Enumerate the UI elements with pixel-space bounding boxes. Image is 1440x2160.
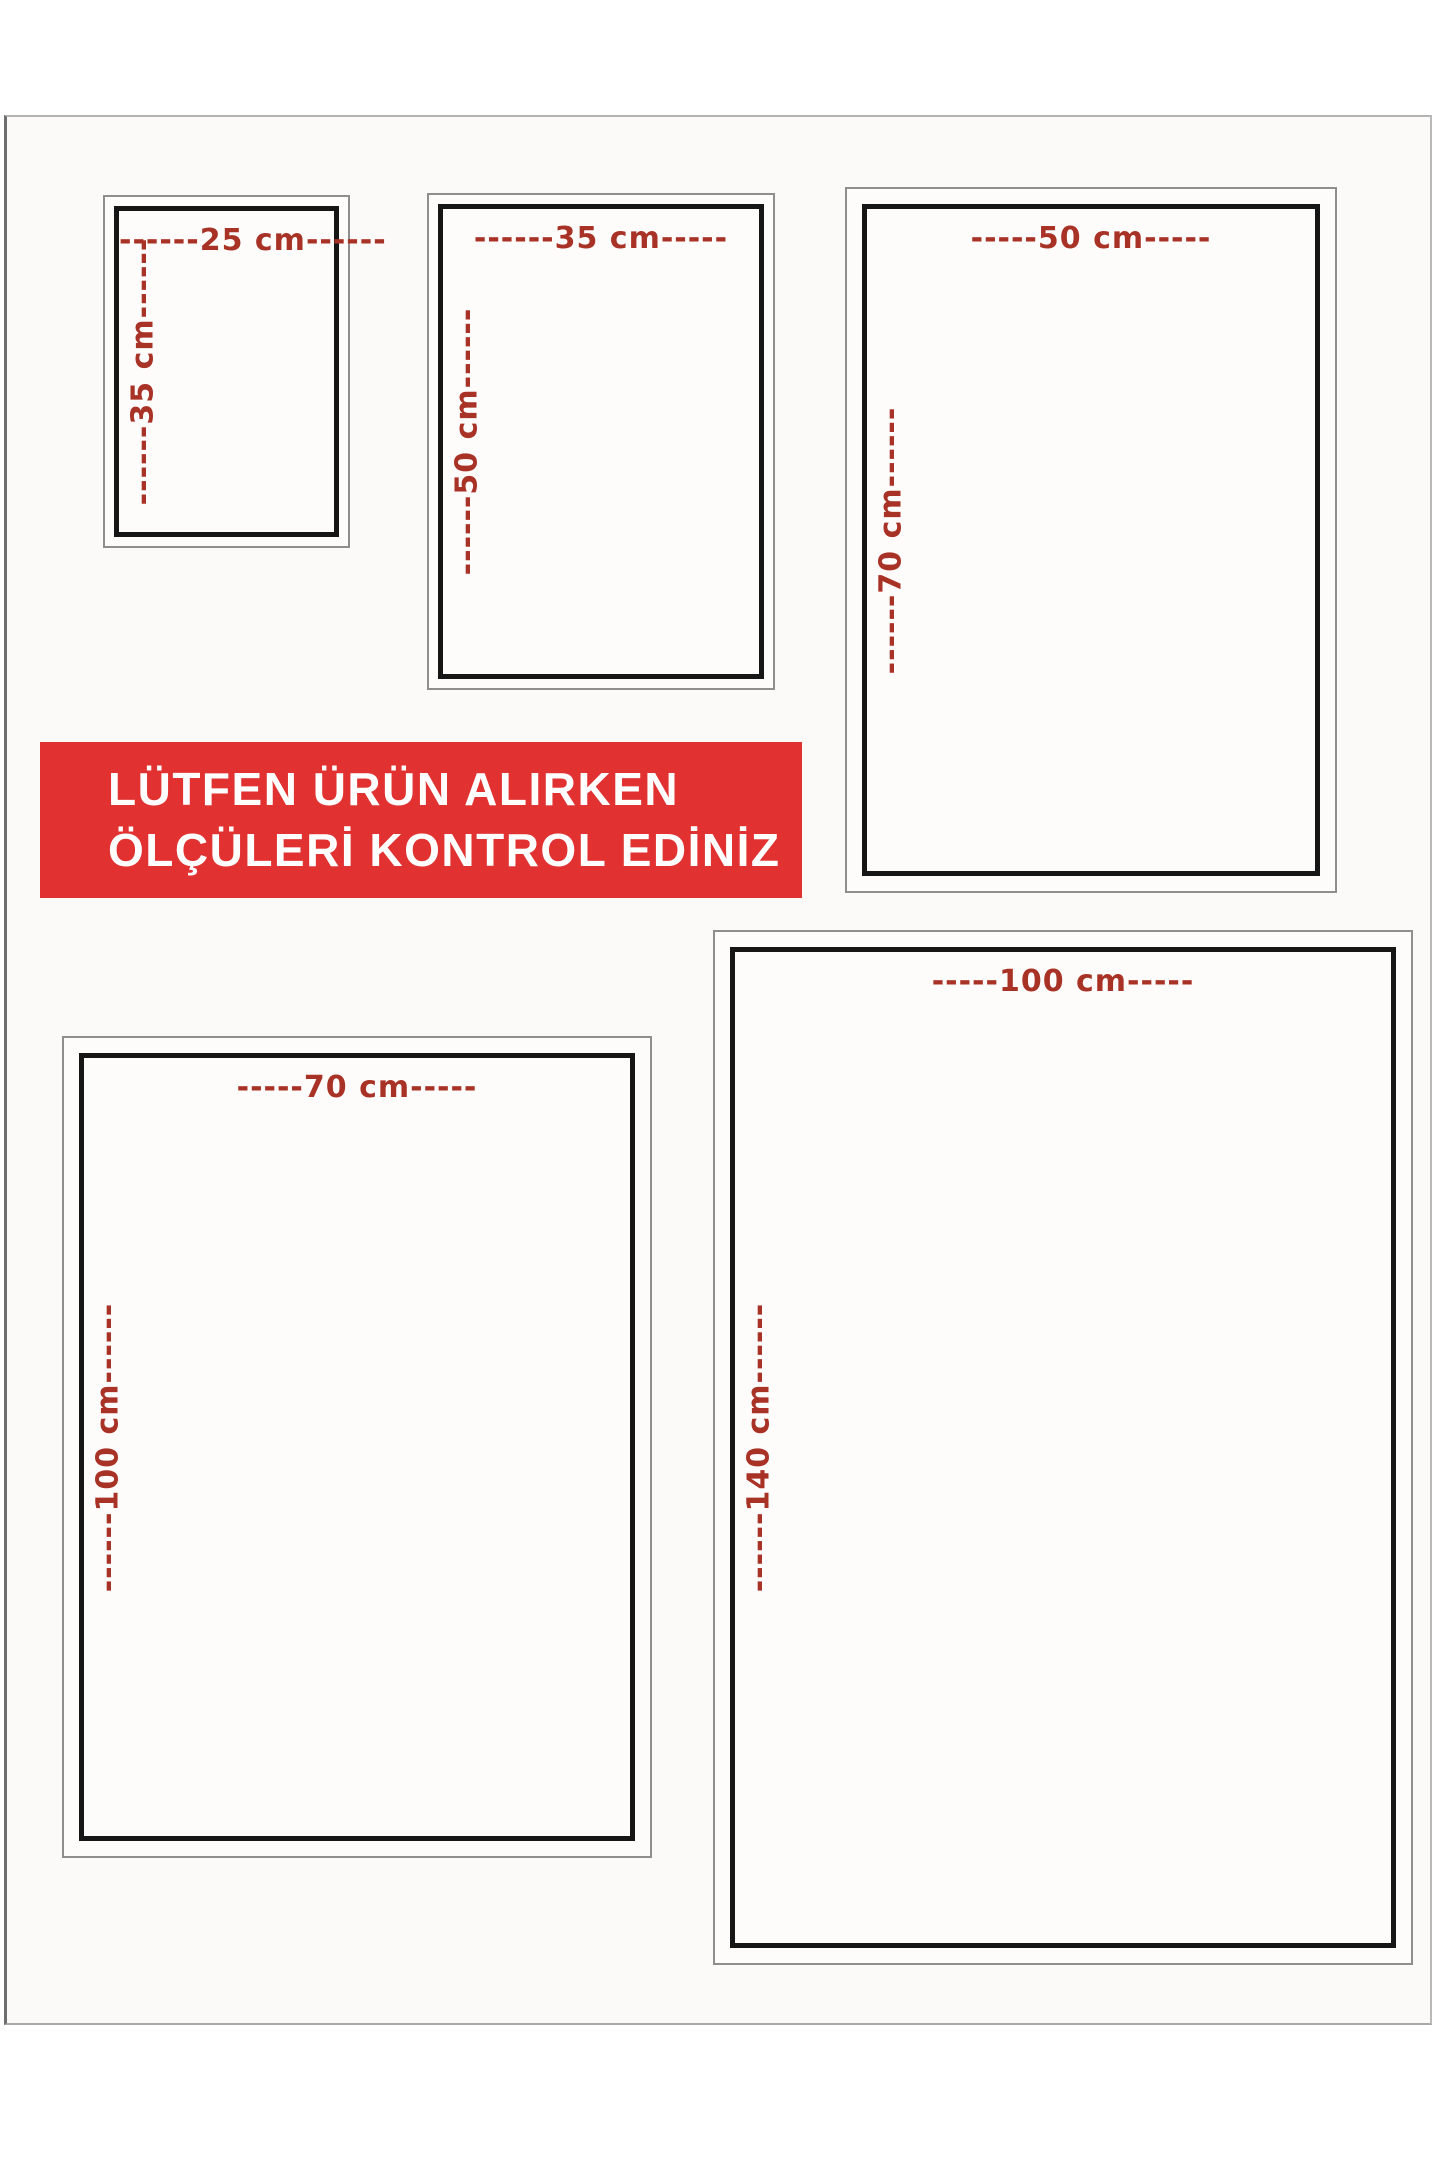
- warning-banner-line-2: ÖLÇÜLERİ KONTROL EDİNİZ: [108, 824, 781, 876]
- size-box-100x140-inner-border: [730, 947, 1396, 1948]
- size-box-25x35: [103, 195, 387, 548]
- height-dimension-label: ------70 cm------: [873, 406, 909, 674]
- size-box-35x50: [427, 193, 775, 690]
- height-dimension-label: ------35 cm------: [125, 237, 161, 506]
- width-dimension-label: -----50 cm-----: [970, 221, 1212, 256]
- width-dimension-label: -----100 cm-----: [931, 964, 1195, 999]
- height-dimension-wrap: [121, 211, 165, 532]
- width-dimension-label: -----70 cm-----: [236, 1070, 478, 1105]
- height-dimension-label: ------140 cm------: [741, 1302, 777, 1593]
- height-dimension-label: ------50 cm------: [449, 307, 485, 576]
- width-dimension-label: ------25 cm------: [119, 223, 387, 258]
- warning-banner-line-1: LÜTFEN ÜRÜN ALIRKEN: [108, 763, 680, 816]
- height-dimension-wrap: [445, 209, 489, 674]
- size-box-100x140: [713, 930, 1413, 1965]
- size-box-50x70: [845, 187, 1337, 893]
- size-box-70x100: [62, 1036, 652, 1858]
- height-dimension-label: ------100 cm------: [90, 1302, 126, 1592]
- height-dimension-wrap: [737, 952, 781, 1943]
- width-dimension-label: ------35 cm-----: [473, 221, 729, 256]
- size-box-35x50-inner-border: [438, 204, 764, 679]
- size-box-70x100-inner-border: [79, 1053, 635, 1841]
- size-box-25x35-inner-border: [114, 206, 387, 537]
- height-dimension-wrap: [869, 209, 913, 871]
- warning-banner: [40, 742, 802, 898]
- height-dimension-wrap: [86, 1058, 130, 1836]
- size-box-50x70-inner-border: [862, 204, 1320, 876]
